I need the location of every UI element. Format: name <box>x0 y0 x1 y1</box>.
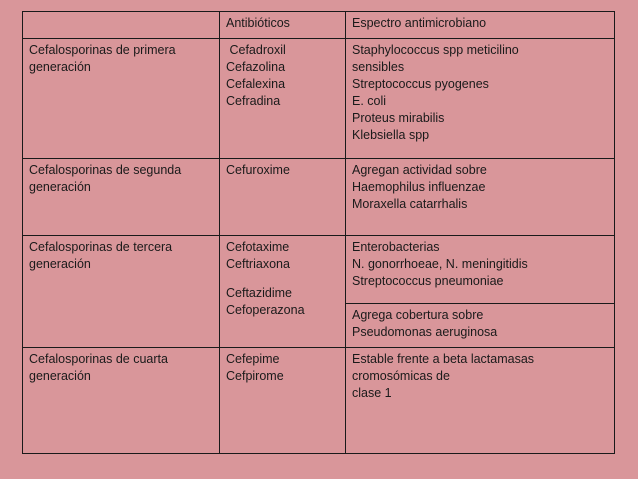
header-cell-empty <box>23 12 220 39</box>
generation-cell <box>23 348 220 454</box>
generation-line: generación <box>29 257 91 271</box>
antibiotic-name: Cefpirome <box>226 369 284 383</box>
header-cell-spectrum: Espectro antimicrobiano <box>346 12 615 39</box>
antibiotic-name: Ceftriaxona <box>226 257 290 271</box>
spectrum-line: Agregan actividad sobre <box>352 163 487 177</box>
generation-line: generación <box>29 60 91 74</box>
generation-line: Cefalosporinas de segunda <box>29 163 182 177</box>
table-row-fourth-generation <box>23 348 615 454</box>
antibiotic-name: Cefepime <box>226 352 280 366</box>
antibiotic-name: Cefradina <box>226 94 281 108</box>
antibiotics-cell <box>220 348 346 454</box>
table-row-first-generation <box>23 39 615 159</box>
spectrum-line: Haemophilus influenzae <box>352 180 486 194</box>
spectrum-line: Staphylococcus spp meticilino <box>352 43 519 57</box>
spectrum-line: clase 1 <box>352 386 392 400</box>
spectrum-cell <box>346 39 615 159</box>
spectrum-line: Estable frente a beta lactamasas <box>352 352 535 366</box>
spectrum-line: Klebsiella spp <box>352 128 430 142</box>
spectrum-cell <box>346 159 615 236</box>
spectrum-cell <box>346 236 615 304</box>
generation-cell <box>23 39 220 159</box>
spectrum-line: Moraxella catarrhalis <box>352 197 468 211</box>
antibiotics-cell <box>220 236 346 348</box>
table-row-second-generation <box>23 159 615 236</box>
antibiotics-cell <box>220 39 346 159</box>
spectrum-line: Streptococcus pneumoniae <box>352 274 504 288</box>
generation-line: Cefalosporinas de primera <box>29 43 176 57</box>
antibiotic-name: Ceftazidime <box>226 286 292 300</box>
spectrum-cell <box>346 348 615 454</box>
spectrum-line: Streptococcus pyogenes <box>352 77 489 91</box>
spectrum-line: Pseudomonas aeruginosa <box>352 325 498 339</box>
antibiotic-name: Cefadroxil <box>226 43 286 57</box>
antibiotic-name: Cefuroxime <box>226 163 290 177</box>
generation-line: Cefalosporinas de cuarta <box>29 352 168 366</box>
antibiotic-name: Cefazolina <box>226 60 286 74</box>
generation-cell <box>23 159 220 236</box>
generation-line: generación <box>29 180 91 194</box>
antibiotics-cell <box>220 159 346 236</box>
antibiotic-name: Cefoperazona <box>226 303 305 317</box>
cephalosporin-table <box>22 11 615 454</box>
spectrum-line: cromosómicas de <box>352 369 450 383</box>
antibiotic-name: Cefotaxime <box>226 240 290 254</box>
spectrum-line: Proteus mirabilis <box>352 111 445 125</box>
generation-line: Cefalosporinas de tercera <box>29 240 173 254</box>
spectrum-line: N. gonorrhoeae, N. meningitidis <box>352 257 528 271</box>
spectrum-line: Enterobacterias <box>352 240 440 254</box>
spectrum-line: E. coli <box>352 94 387 108</box>
spectrum-cell <box>346 304 615 348</box>
table-header-row <box>23 12 615 39</box>
spectrum-line: Agrega cobertura sobre <box>352 308 484 322</box>
spacer <box>226 273 339 285</box>
antibiotic-name: Cefalexina <box>226 77 286 91</box>
header-cell-antibiotics: Antibióticos <box>220 12 346 39</box>
generation-cell <box>23 236 220 348</box>
spectrum-line: sensibles <box>352 60 405 74</box>
table-row-third-generation <box>23 236 615 304</box>
generation-line: generación <box>29 369 91 383</box>
